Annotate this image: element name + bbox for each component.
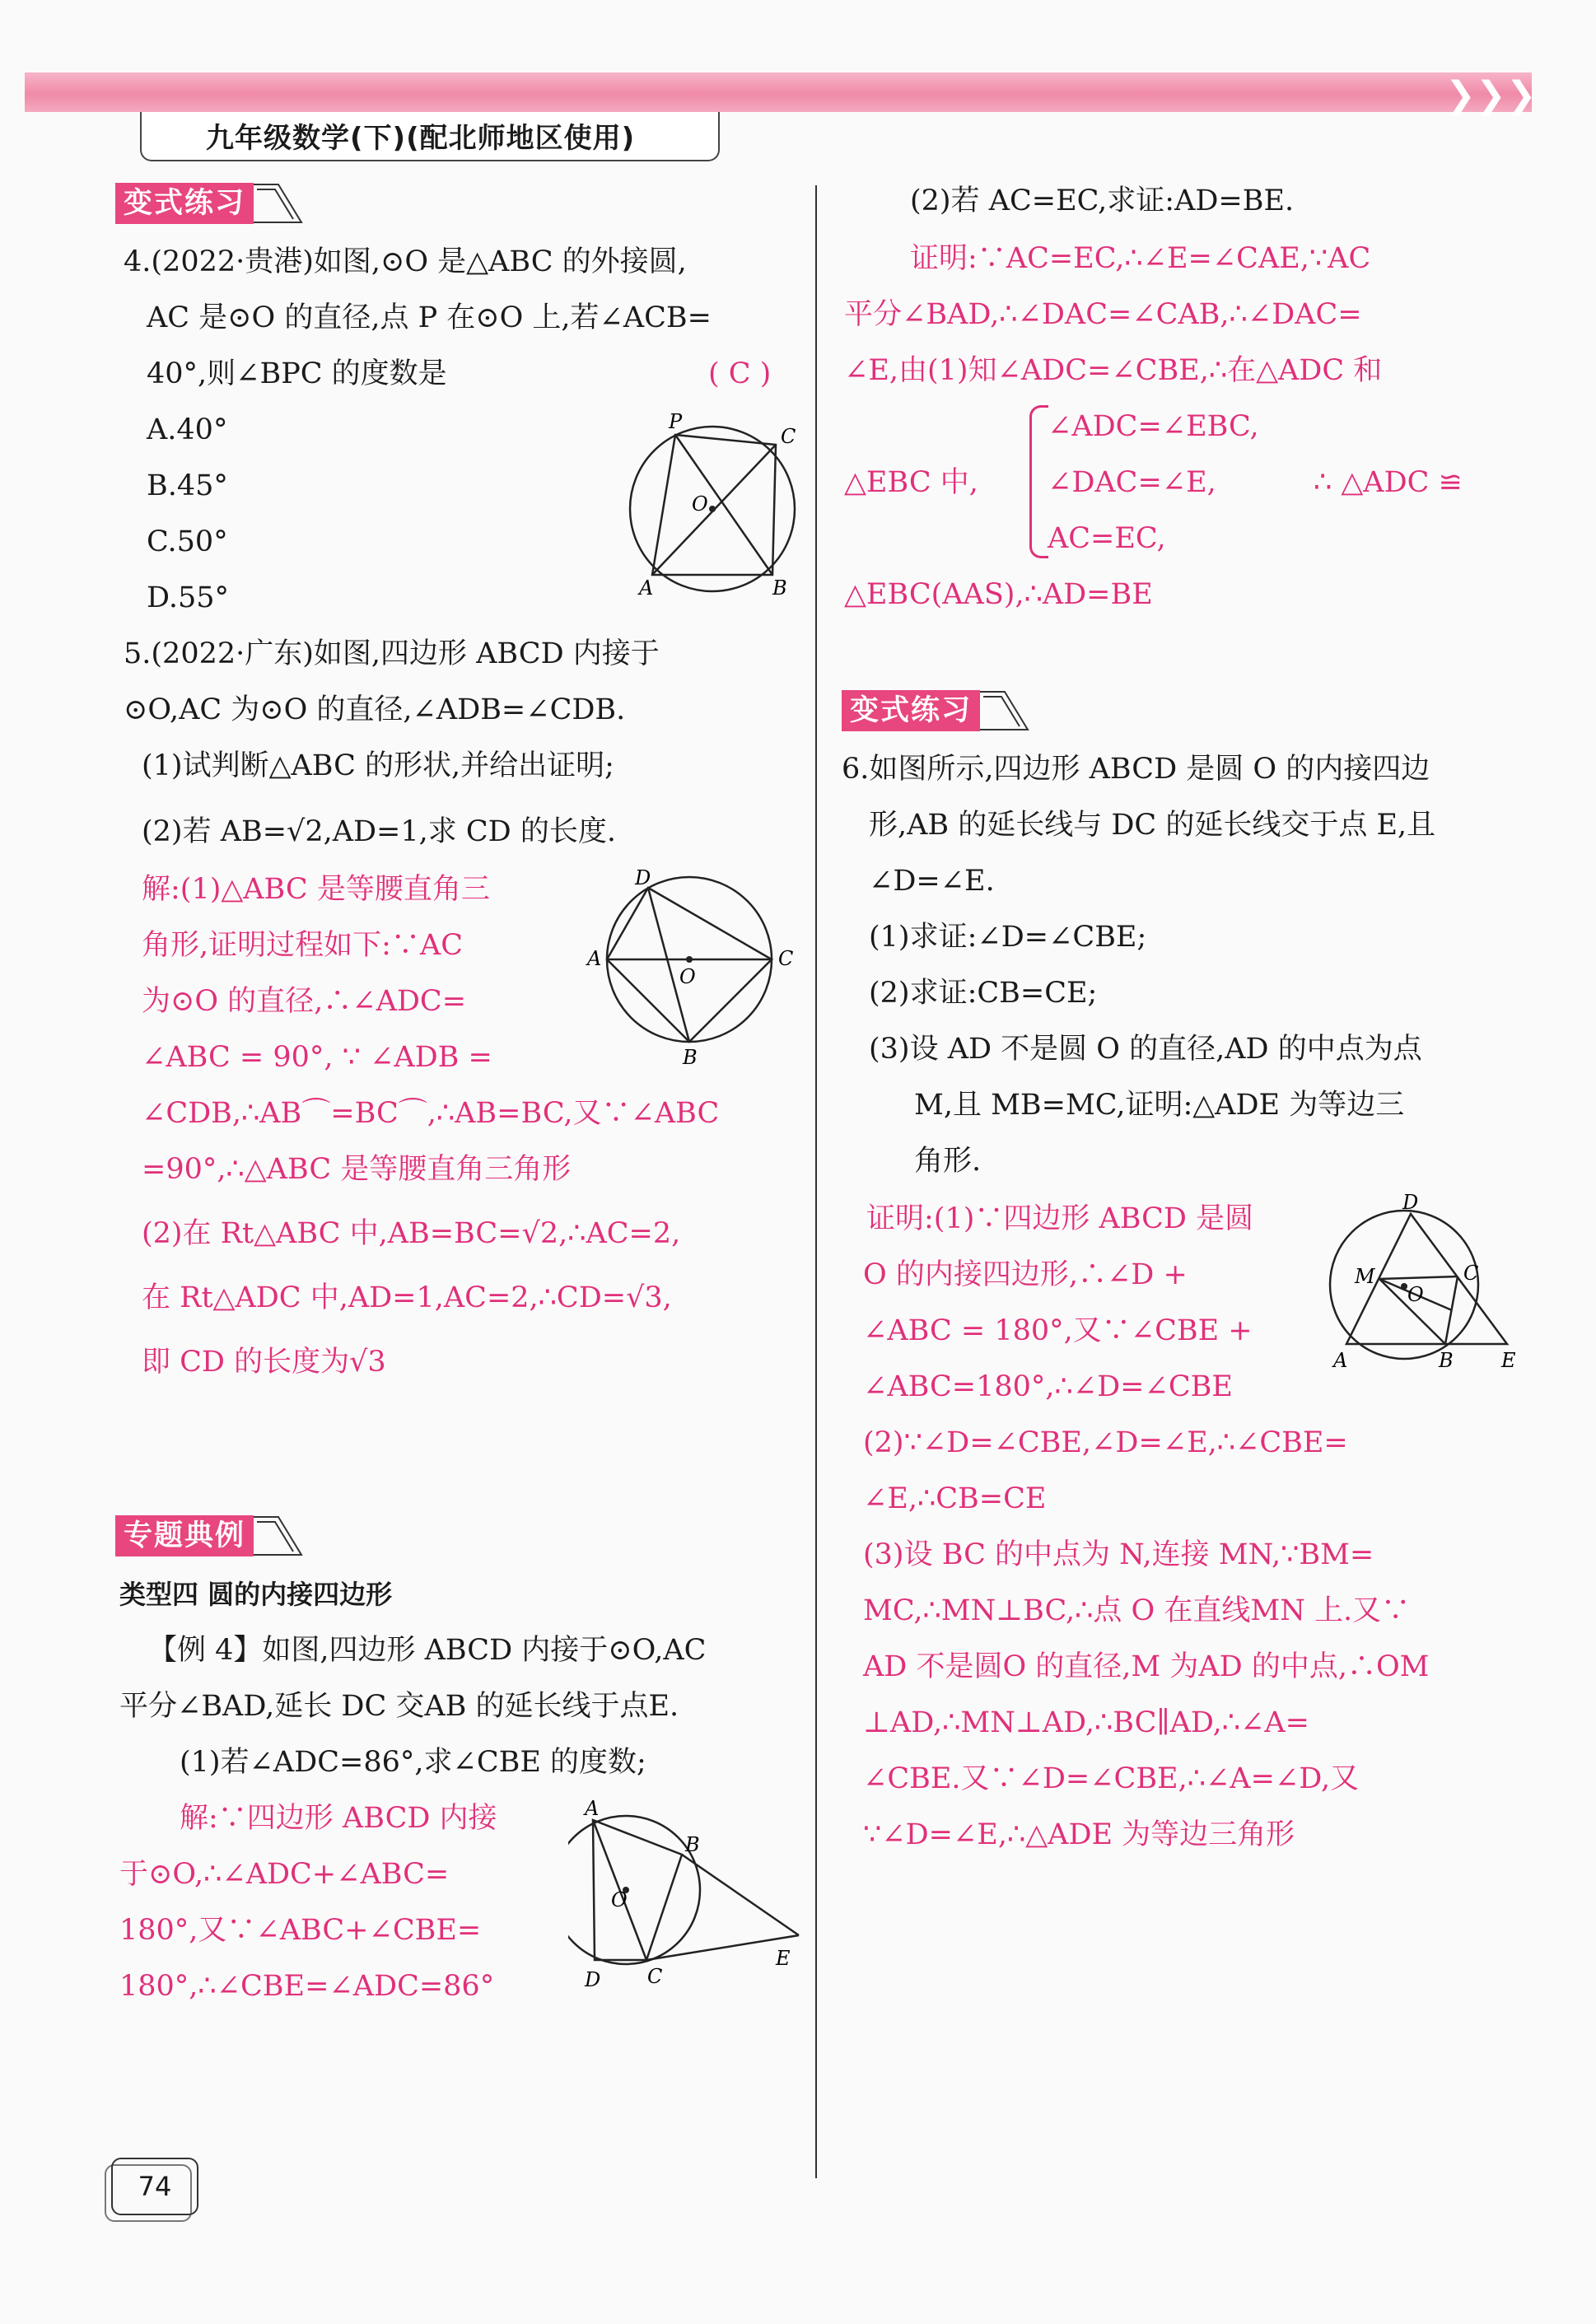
q6-line-5: (2)求证:CB=CE; [869,977,1098,1010]
q4-option-c: C.50° [147,525,228,558]
q6-proof-1: 证明:(1)∵四边形 ABCD 是圆 [866,1202,1254,1235]
q6-proof-8: MC,∴MN⊥BC,∴点 O 在直线MN 上.又∵ [863,1594,1411,1627]
q6-proof-4: ∠ABC=180°,∴∠D=∠CBE [863,1370,1233,1403]
label-o: O [692,492,708,516]
system-suffix: ∴ △ADC ≌ [1314,466,1463,499]
q5-sol-8: 在 Rt△ADC 中,AD=1,AC=2,∴CD=√3, [142,1281,672,1314]
label-c: C [778,947,794,970]
q6-proof-3: ∠ABC = 180°,又∵∠CBE + [863,1314,1253,1347]
proof-line-3: ∠E,由(1)知∠ADC=∠CBE,∴在△ADC 和 [844,354,1383,387]
proof-line-1: 证明:∵AC=EC,∴∠E=∠CAE,∵AC [910,242,1371,275]
label-a: A [639,576,654,597]
q6-line-2: 形,AB 的延长线与 DC 的延长线交于点 E,且 [869,809,1436,842]
q6-line-7: M,且 MB=MC,证明:△ADE 为等边三 [914,1089,1405,1122]
badge-label: 变式练习 [115,183,254,224]
q5-sol-5: ∠CDB,∴AB⌒=BC⌒,∴AB=BC,又∵∠ABC [142,1097,720,1130]
q6-proof-6: ∠E,∴CB=CE [863,1482,1047,1515]
label-o: O [1407,1283,1424,1306]
q4-answer: ( C ) [708,357,772,390]
q4-line-1: 4.(2022·贵港)如图,⊙O 是△ABC 的外接圆, [124,245,687,278]
figure-q4 [626,412,807,597]
label-b: B [1439,1349,1454,1372]
brace-icon [1029,405,1048,558]
special-badge [115,1515,303,1556]
q6-line-4: (1)求证:∠D=∠CBE; [869,921,1147,954]
example-sol-1: 解:∵四边形 ABCD 内接 [180,1802,497,1835]
system-prefix: △EBC 中, [844,466,978,499]
q5-sol-3: 为⊙O 的直径,∴∠ADC= [142,985,467,1018]
label-b: B [772,576,787,597]
q6-proof-12: ∵∠D=∠E,∴△ADE 为等边三角形 [863,1818,1295,1851]
q6-line-1: 6.如图所示,四边形 ABCD 是圆 O 的内接四边 [842,753,1430,786]
proof-line-2: 平分∠BAD,∴∠DAC=∠CAB,∴∠DAC= [844,298,1362,331]
q6-proof-11: ∠CBE.又∵∠D=∠CBE,∴∠A=∠D,又 [863,1762,1360,1795]
label-e: E [1501,1349,1516,1372]
q6-line-6: (3)设 AD 不是圆 O 的直径,AD 的中点为点 [869,1033,1422,1066]
badge-label: 变式练习 [842,690,980,731]
page-title: 九年级数学(下)(配北师地区使用) [206,122,636,155]
practice-badge-2 [842,690,1029,731]
label-p: P [669,412,683,433]
system-line-3: AC=EC, [1048,522,1166,555]
system-line-2: ∠DAC=∠E, [1048,466,1216,499]
label-d: D [585,1968,601,1991]
q6-proof-2: O 的内接四边形,∴∠D + [863,1258,1188,1291]
q5-sol-1: 解:(1)△ABC 是等腰直角三 [142,873,490,906]
practice-badge-1 [115,183,303,224]
example-line-3: (1)若∠ADC=86°,求∠CBE 的度数; [180,1746,646,1779]
q4-option-a: A.40° [147,413,228,446]
q5-line-3: (1)试判断△ABC 的形状,并给出证明; [142,749,614,782]
example-sol-4: 180°,∴∠CBE=∠ADC=86° [119,1970,495,2003]
label-d: D [635,866,651,889]
label-o: O [611,1888,628,1911]
figure-example [568,1795,815,2001]
q5-line-1: 5.(2022·广东)如图,四边形 ABCD 内接于 [124,637,660,670]
figure-q6 [1322,1194,1524,1375]
q5-line-4: (2)若 AB=√2,AD=1,求 CD 的长度. [142,815,616,848]
q5-sol-2: 角形,证明过程如下:∵AC [142,929,463,962]
badge-label: 专题典例 [115,1515,254,1556]
q4-option-d: D.55° [147,581,229,614]
q3-part2: (2)若 AC=EC,求证:AD=BE. [910,184,1295,217]
label-c: C [1463,1262,1479,1285]
type-label: 类型四 圆的内接四边形 [119,1579,393,1610]
label-a: A [587,947,602,970]
label-e: E [776,1947,791,1970]
q6-line-3: ∠D=∠E. [869,865,995,898]
q5-line-2: ⊙O,AC 为⊙O 的直径,∠ADB=∠CDB. [124,693,626,726]
q5-sol-9: 即 CD 的长度为√3 [142,1346,386,1379]
label-b: B [685,1833,700,1856]
proof-line-4: △EBC(AAS),∴AD=BE [844,578,1153,611]
label-b: B [683,1046,698,1069]
example-line-2: 平分∠BAD,延长 DC 交AB 的延长线于点E. [119,1690,679,1723]
q4-line-3: 40°,则∠BPC 的度数是 [147,357,447,390]
q5-sol-6: =90°,∴△ABC 是等腰直角三角形 [142,1153,572,1186]
label-a: A [585,1797,600,1820]
q6-proof-10: ⊥AD,∴MN⊥AD,∴BC∥AD,∴∠A= [863,1706,1309,1739]
badge-tail-icon [980,690,1029,731]
label-a: A [1333,1349,1348,1372]
system-line-1: ∠ADC=∠EBC, [1048,410,1259,443]
q6-proof-7: (3)设 BC 的中点为 N,连接 MN,∵BM= [863,1538,1374,1571]
q4-option-b: B.45° [147,469,228,502]
label-d: D [1402,1194,1419,1214]
example-sol-2: 于⊙O,∴∠ADC+∠ABC= [119,1858,450,1891]
label-o: O [679,965,696,988]
label-c: C [647,1965,663,1988]
chevron-icon: ❯❯❯ [1445,74,1537,116]
badge-tail-icon [254,1515,303,1556]
badge-tail-icon [254,183,303,224]
q4-line-2: AC 是⊙O 的直径,点 P 在⊙O 上,若∠ACB= [147,301,712,334]
q5-sol-7: (2)在 Rt△ABC 中,AB=BC=√2,∴AC=2, [142,1217,681,1250]
page-number: 74 [111,2158,198,2215]
label-c: C [781,425,796,448]
example-line-1: 【例 4】如图,四边形 ABCD 内接于⊙O,AC [148,1634,707,1667]
header-band [25,72,1532,112]
q6-proof-5: (2)∵∠D=∠CBE,∠D=∠E,∴∠CBE= [863,1426,1348,1459]
example-sol-3: 180°,又∵∠ABC+∠CBE= [119,1914,482,1947]
q6-line-8: 角形. [914,1145,982,1178]
column-divider [815,185,817,2178]
q5-sol-4: ∠ABC = 90°, ∵ ∠ADB = [142,1041,492,1074]
figure-q5 [581,865,803,1071]
q6-proof-9: AD 不是圆O 的直径,M 为AD 的中点,∴OM [863,1650,1430,1683]
label-m: M [1355,1265,1375,1288]
